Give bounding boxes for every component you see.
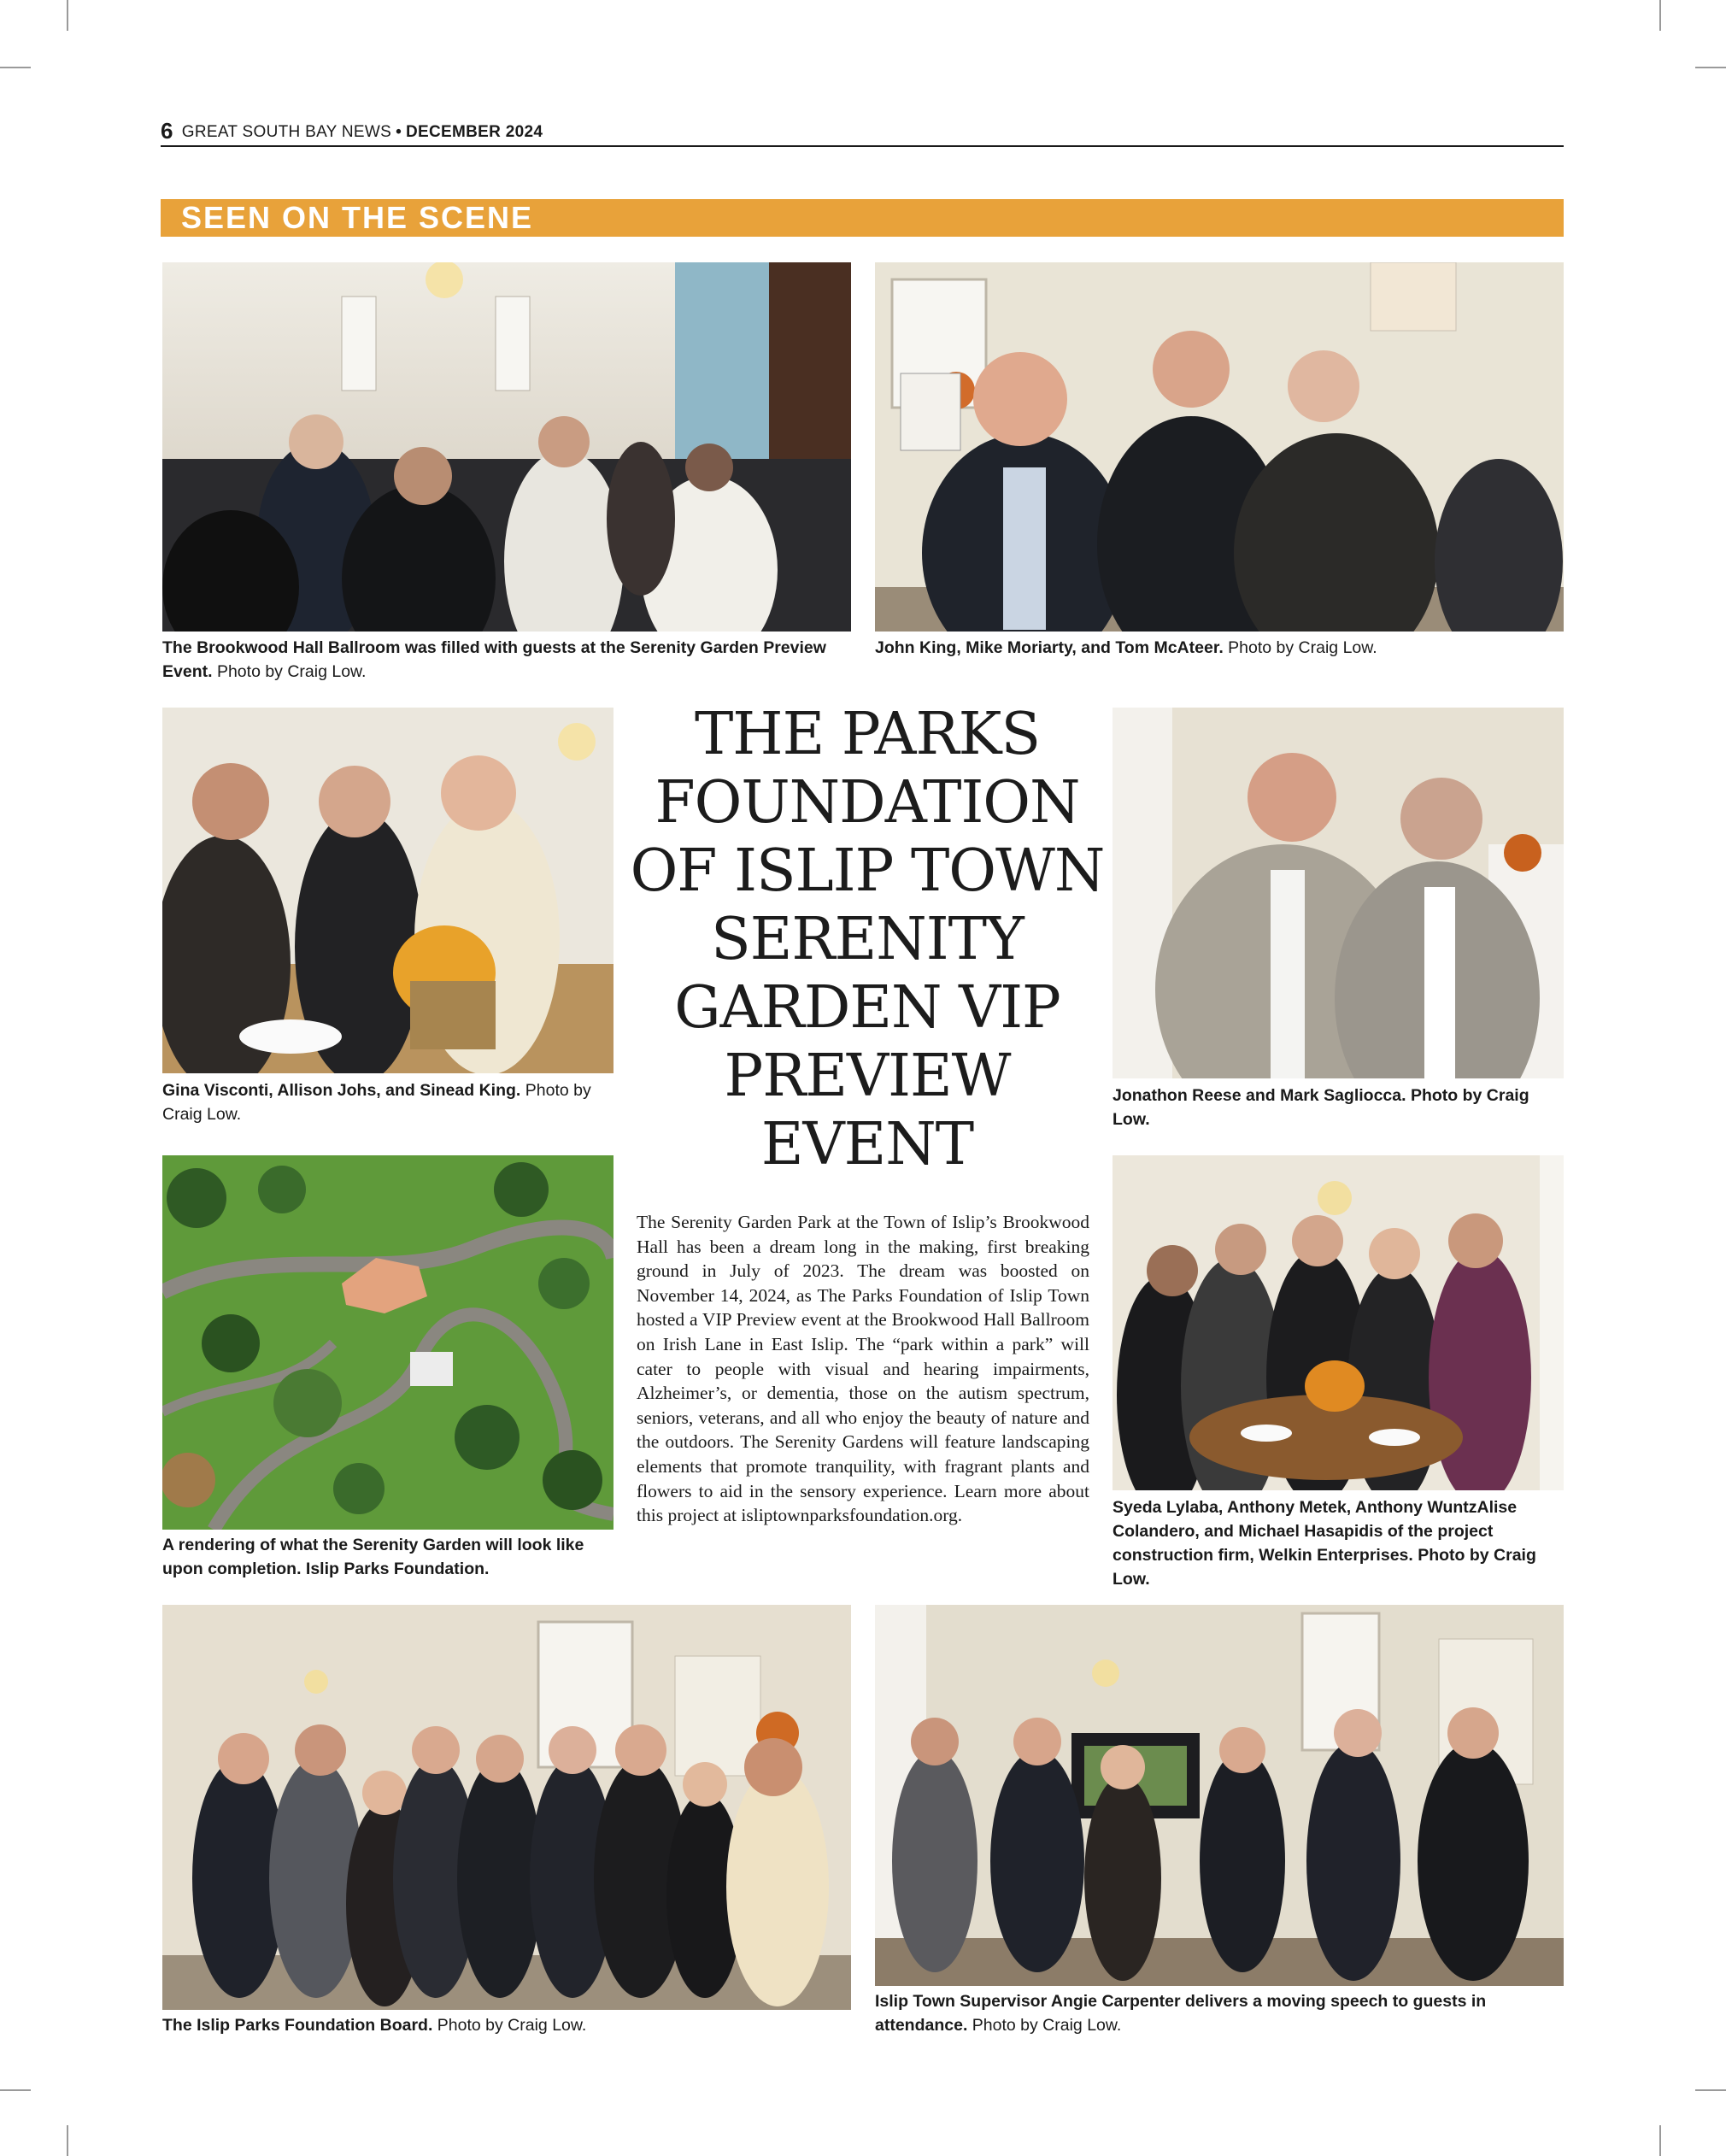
serenity-garden-rendering [162, 1155, 613, 1530]
board-caption: The Islip Parks Foundation Board. Photo by Craig Low. [162, 2016, 587, 2035]
reese-sagliocca-photo [1113, 708, 1564, 1078]
page-number: 6 [161, 118, 173, 144]
article-body: The Serenity Garden Park at the Town of Islip’s Brookwood Hall has been a dream long in the making, first breaking ground in July of 2023. The dream was boosted on November 14, 2024, as The Parks Foundation of Islip Town hosted a VIP Preview event at the Brookwood Hall Ballroom on Irish Lane in East Islip. The “park within a park” will cater to people with visual and hearing impairments, Alzheimer’s, or dementia, those on the autism spectrum, seniors, veterans, and all who enjoy the beauty of nature and the outdoors. The Serenity Gardens will feature landscaping elements that promote tranquility, with fragrant plants and flowers to aid in the sensory experience. Learn more about this project at isliptownparksfoundation.org. [637, 1212, 1089, 1526]
reese-caption: Jonathon Reese and Mark Sagliocca. Photo by Craig Low. [1113, 1086, 1529, 1129]
welkin-enterprises-photo [1113, 1155, 1564, 1490]
running-header [161, 120, 1564, 147]
king-group-caption: John King, Mike Moriarty, and Tom McAteer. Photo by Craig Low. [875, 638, 1377, 657]
rendering-caption: A rendering of what the Serenity Garden will look like upon completion. Islip Parks Foundation. [162, 1536, 584, 1578]
issue-date: DECEMBER 2024 [406, 123, 543, 141]
foundation-board-photo [162, 1605, 851, 2010]
crop-mark [0, 67, 31, 68]
ballroom-photo [162, 262, 851, 632]
crop-mark [1659, 2125, 1661, 2156]
section-banner: SEEN ON THE SCENE [161, 199, 1564, 237]
carpenter-speech-photo [875, 1605, 1564, 1986]
publication-name: GREAT SOUTH BAY NEWS [181, 123, 392, 141]
crop-mark [1659, 0, 1661, 31]
crop-mark [1695, 67, 1726, 68]
visconti-johs-king-photo [162, 708, 613, 1073]
king-moriarty-mcateer-photo [875, 262, 1564, 632]
gina-group-caption: Gina Visconti, Allison Johs, and Sinead King. Photo by Craig Low. [162, 1081, 591, 1124]
carpenter-caption: Islip Town Supervisor Angie Carpenter delivers a moving speech to guests in attendance. Photo by Craig Low. [875, 1992, 1487, 2035]
article-headline: THE PARKS FOUNDATION OF ISLIP TOWN SERENITY GARDEN VIP PREVIEW EVENT [630, 701, 1105, 1178]
welkin-caption: Syeda Lylaba, Anthony Metek, Anthony WuntzAlise Colandero, and Michael Hasapidis of the project construction firm, Welkin Enterprises. Photo by Craig Low. [1113, 1498, 1536, 1589]
crop-mark [1695, 2089, 1726, 2091]
header-separator: • [396, 123, 402, 141]
crop-mark [0, 2089, 31, 2091]
crop-mark [67, 0, 68, 31]
crop-mark [67, 2125, 68, 2156]
ballroom-caption: The Brookwood Hall Ballroom was filled with guests at the Serenity Garden Preview Event. Photo by Craig Low. [162, 638, 826, 681]
